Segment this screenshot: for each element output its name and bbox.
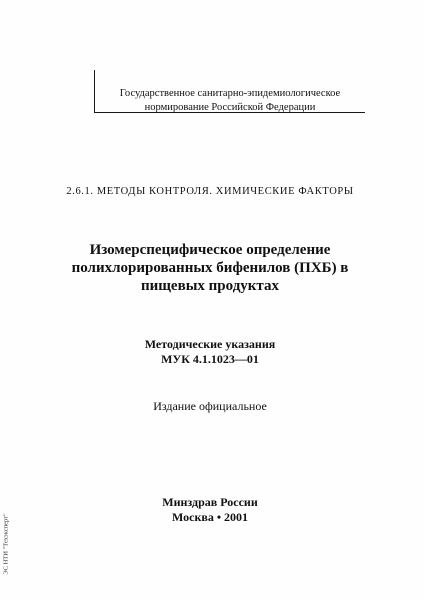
side-stamp bbox=[1, 497, 11, 591]
doc-number: МУК 4.1.1023—01 bbox=[161, 352, 259, 366]
document-title bbox=[40, 241, 380, 295]
doc-type-label: Методические указания bbox=[144, 337, 276, 351]
series-heading: 2.6.1. МЕТОДЫ КОНТРОЛЯ. ХИМИЧЕСКИЕ ФАКТОРЫ bbox=[66, 186, 354, 197]
side-stamp-text: ЭС НТИ "Техэксперт" bbox=[2, 513, 10, 575]
title-line-1: Изомерспецифическое определение bbox=[89, 242, 331, 258]
title-line-2: полихлорированных бифенилов (ПХБ) в bbox=[71, 260, 349, 276]
publisher-block bbox=[40, 495, 380, 525]
title-line-3: пищевых продуктах bbox=[140, 278, 279, 294]
header-line-2: нормирование Российской Федерации bbox=[144, 102, 316, 113]
edition-label: Издание официальное bbox=[153, 399, 267, 413]
publisher-name: Минздрав России bbox=[162, 495, 258, 509]
header-line-1: Государственное санитарно-эпидемиологическое bbox=[119, 88, 341, 99]
publisher-place-year: Москва • 2001 bbox=[171, 510, 249, 524]
header-block bbox=[94, 70, 365, 113]
document-type bbox=[40, 337, 380, 367]
